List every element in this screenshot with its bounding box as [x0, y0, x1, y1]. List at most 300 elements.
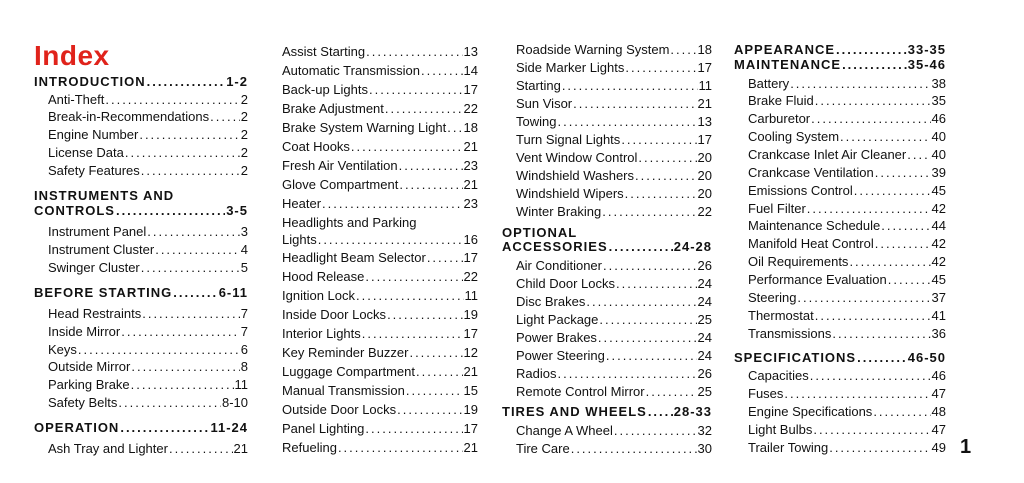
index-entry-page: 46: [931, 111, 946, 126]
index-entry-page: 25: [697, 384, 712, 399]
index-entry-page: 7: [240, 306, 248, 321]
index-entry-label: Change A Wheel: [516, 423, 613, 438]
dot-leader: [625, 186, 697, 201]
dot-leader: [142, 306, 240, 321]
index-entry-page: 2: [240, 127, 248, 142]
index-section-heading: OPTIONAL: [502, 225, 578, 240]
index-entry-label: Safety Features: [48, 163, 140, 178]
index-entry-label: Trailer Towing: [748, 440, 829, 455]
index-entry-page: 13: [463, 44, 478, 59]
index-entry-label: Outside Door Locks: [282, 402, 397, 417]
dot-leader: [210, 109, 240, 124]
dot-leader: [562, 78, 698, 93]
index-entry: [502, 114, 712, 132]
index-entry-label: Glove Compartment: [282, 177, 399, 192]
index-entry: [502, 42, 712, 60]
index-entry-label: Fuel Filter: [748, 201, 806, 216]
index-entry-label: Key Reminder Buzzer: [282, 345, 409, 360]
index-entry-page: 39: [931, 165, 946, 180]
index-entry-page: 13: [697, 114, 712, 129]
index-entry-label: Radios: [516, 366, 557, 381]
index-entry-label: BEFORE STARTING: [34, 285, 173, 300]
index-entry-page: 26: [697, 258, 712, 273]
index-entry: [34, 92, 248, 110]
index-entry-label: Capacities: [748, 368, 809, 383]
index-entry-label: Headlight Beam Selector: [282, 250, 426, 265]
index-entry-label: INTRODUCTION: [34, 74, 146, 89]
index-entry: [282, 402, 478, 420]
index-section-entry: [34, 285, 248, 303]
dot-leader: [648, 404, 673, 419]
index-entry-page: 24-28: [673, 239, 712, 254]
index-entry: [734, 440, 946, 458]
index-entry: [34, 242, 248, 260]
index-entry-label: OPERATION: [34, 420, 120, 435]
index-entry-label: Brake Fluid: [748, 93, 814, 108]
index-entry: [734, 76, 946, 94]
index-entry: [502, 96, 712, 114]
index-entry: [734, 290, 946, 308]
dot-leader: [78, 342, 240, 357]
index-entry-label: Inside Mirror: [48, 324, 121, 339]
index-entry: [502, 294, 712, 312]
index-entry-label: Remote Control Mirror: [516, 384, 645, 399]
index-entry: [34, 127, 248, 145]
dot-leader: [385, 101, 463, 116]
index-entry-label: Fuses: [748, 386, 784, 401]
index-entry: [502, 78, 712, 96]
index-entry-page: 26: [697, 366, 712, 381]
index-entry-label: Fresh Air Ventilation: [282, 158, 398, 173]
index-entry: [734, 308, 946, 326]
index-entry-label: Carburetor: [748, 111, 811, 126]
dot-leader: [635, 168, 697, 183]
index-section-entry: [502, 239, 712, 257]
index-entry-page: 22: [463, 101, 478, 116]
dot-leader: [141, 163, 240, 178]
dot-leader: [842, 57, 907, 72]
index-entry-page: 35-46: [907, 57, 946, 72]
index-entry-page: 17: [697, 60, 712, 75]
index-entry-page: 21: [463, 440, 478, 455]
index-entry: [502, 132, 712, 150]
index-entry-label: Starting: [516, 78, 561, 93]
index-entry-page: 11: [234, 377, 248, 392]
dot-leader: [557, 114, 696, 129]
index-entry-page: 21: [463, 177, 478, 192]
dot-leader: [116, 203, 225, 218]
dot-leader: [447, 120, 462, 135]
index-entry: [734, 93, 946, 111]
index-entry-label: Brake System Warning Light: [282, 120, 447, 135]
dot-leader: [120, 420, 209, 435]
index-entry-label: Safety Belts: [48, 395, 118, 410]
index-entry: [502, 330, 712, 348]
index-entry-label: Hood Release: [282, 269, 365, 284]
index-entry-label: Luggage Compartment: [282, 364, 415, 379]
index-entry-page: 3: [240, 224, 248, 239]
index-entry-page: 24: [697, 276, 712, 291]
dot-leader: [338, 440, 463, 455]
index-entry-label: Towing: [516, 114, 557, 129]
index-entry-page: 21: [463, 139, 478, 154]
dot-leader: [857, 350, 907, 365]
index-entry: [282, 63, 478, 81]
index-entry-page: 40: [931, 147, 946, 162]
index-entry-label: SPECIFICATIONS: [734, 350, 857, 365]
index-entry-page: 41: [931, 308, 946, 323]
index-entry: [34, 441, 248, 459]
index-entry-page: 23: [463, 196, 478, 211]
index-entry: [282, 177, 478, 195]
dot-leader: [849, 254, 930, 269]
dot-leader: [840, 129, 930, 144]
index-entry: [734, 111, 946, 129]
index-entry-label: Battery: [748, 76, 790, 91]
dot-leader: [118, 395, 221, 410]
index-entry: [34, 163, 248, 181]
index-entry-page: 17: [463, 82, 478, 97]
index-entry: [502, 168, 712, 186]
index-entry-label: Coat Hooks: [282, 139, 350, 154]
dot-leader: [881, 218, 930, 233]
index-entry: [502, 312, 712, 330]
index-entry: [282, 139, 478, 157]
index-entry-page: 8-10: [221, 395, 248, 410]
dot-leader: [810, 368, 931, 383]
dot-leader: [141, 260, 240, 275]
index-entry-page: 37: [931, 290, 946, 305]
index-entry-page: 24: [697, 348, 712, 363]
index-entry-label: Tire Care: [516, 441, 570, 456]
index-entry-page: 17: [697, 132, 712, 147]
index-entry: [502, 258, 712, 276]
index-entry-label: Head Restraints: [48, 306, 142, 321]
index-entry: [282, 250, 478, 268]
index-entry-page: 46-50: [907, 350, 946, 365]
index-entry: [734, 218, 946, 236]
index-entry: [734, 183, 946, 201]
index-entry-label: Engine Specifications: [748, 404, 873, 419]
index-entry-page: 46: [931, 368, 946, 383]
index-entry-label: APPEARANCE: [734, 42, 836, 57]
index-entry-label: Winter Braking: [516, 204, 602, 219]
index-entry: [34, 260, 248, 278]
index-entry: [734, 272, 946, 290]
index-entry: [734, 326, 946, 344]
index-entry-label: Inside Door Locks: [282, 307, 387, 322]
index-entry: [734, 254, 946, 272]
index-entry-label: Crankcase Inlet Air Cleaner: [748, 147, 907, 162]
dot-leader: [586, 294, 696, 309]
index-entry-page: 45: [931, 183, 946, 198]
dot-leader: [621, 132, 696, 147]
dot-leader: [829, 440, 930, 455]
index-entry-label: Maintenance Schedule: [748, 218, 881, 233]
index-entry-label: Engine Number: [48, 127, 139, 142]
index-entry-page: 21: [697, 96, 712, 111]
index-entry-page: 20: [697, 186, 712, 201]
index-entry-page: 7: [240, 324, 248, 339]
index-entry-label: Panel Lighting: [282, 421, 365, 436]
dot-leader: [121, 324, 240, 339]
index-entry: [282, 101, 478, 119]
index-entry: [502, 441, 712, 459]
dot-leader: [625, 60, 696, 75]
index-entry-page: 6: [240, 342, 248, 357]
index-entry: [734, 129, 946, 147]
dot-leader: [599, 312, 696, 327]
index-entry-page: 22: [697, 204, 712, 219]
dot-leader: [875, 236, 931, 251]
dot-leader: [147, 74, 226, 89]
index-entry-label: Anti-Theft: [48, 92, 105, 107]
dot-leader: [598, 330, 697, 345]
index-entry-label: Instrument Panel: [48, 224, 147, 239]
dot-leader: [811, 111, 930, 126]
dot-leader: [603, 258, 697, 273]
dot-leader: [169, 441, 233, 456]
index-entry-page: 38: [931, 76, 946, 91]
index-entry: [34, 306, 248, 324]
index-entry-page: 2: [240, 92, 248, 107]
index-section-heading: INSTRUMENTS AND: [34, 188, 175, 203]
index-entry: [34, 377, 248, 395]
dot-leader: [416, 364, 463, 379]
index-entry-page: 23: [463, 158, 478, 173]
dot-leader: [399, 177, 462, 192]
index-entry: [282, 269, 478, 287]
dot-leader: [888, 272, 931, 287]
dot-leader: [790, 76, 930, 91]
index-entry-label: Parking Brake: [48, 377, 130, 392]
dot-leader: [397, 402, 462, 417]
index-entry-page: 20: [697, 168, 712, 183]
index-entry-label: Air Conditioner: [516, 258, 602, 273]
dot-leader: [813, 422, 930, 437]
index-entry-label: Break-in-Recommendations: [48, 109, 210, 124]
dot-leader: [836, 42, 907, 57]
index-section-entry: [502, 404, 712, 422]
index-entry-page: 21: [233, 441, 248, 456]
index-entry-label: Turn Signal Lights: [516, 132, 621, 147]
index-entry-label: Cooling System: [748, 129, 840, 144]
index-entry-page: 2: [240, 145, 248, 160]
dot-leader: [387, 307, 462, 322]
index-entry-page: 17: [463, 250, 478, 265]
index-entry: [282, 158, 478, 176]
index-entry-page: 18: [697, 42, 712, 57]
index-entry: [502, 186, 712, 204]
dot-leader: [609, 239, 673, 254]
index-entry-label: Ignition Lock: [282, 288, 355, 303]
dot-leader: [571, 441, 697, 456]
dot-leader: [784, 386, 930, 401]
dot-leader: [369, 82, 463, 97]
dot-leader: [147, 224, 239, 239]
index-entry-label: License Data: [48, 145, 124, 160]
index-entry-label: Windshield Wipers: [516, 186, 624, 201]
index-entry-label: Side Marker Lights: [516, 60, 625, 75]
index-entry: [502, 150, 712, 168]
dot-leader: [125, 145, 240, 160]
index-entry: [282, 345, 478, 363]
index-entry: [502, 204, 712, 222]
index-entry-page: 36: [931, 326, 946, 341]
dot-leader: [875, 165, 931, 180]
index-entry-label: Refueling: [282, 440, 337, 455]
index-entry: [34, 395, 248, 413]
index-entry: [282, 288, 478, 306]
index-entry: [282, 383, 478, 401]
index-section-entry: [734, 350, 946, 368]
dot-leader: [427, 250, 463, 265]
index-entry-label: Transmissions: [748, 326, 832, 341]
page-number: 1: [960, 436, 972, 458]
index-entry-page: 11-24: [210, 420, 248, 435]
index-section-entry: [734, 57, 946, 75]
index-entry: [34, 224, 248, 242]
dot-leader: [646, 384, 697, 399]
index-entry: [502, 384, 712, 402]
index-entry-label: Swinger Cluster: [48, 260, 140, 275]
index-entry-page: 49: [931, 440, 946, 455]
index-section-entry: [34, 420, 248, 438]
index-entry-page: 28-33: [673, 404, 712, 419]
index-entry-page: 33-35: [907, 42, 946, 57]
index-entry-label: Thermostat: [748, 308, 814, 323]
dot-leader: [602, 204, 696, 219]
dot-leader: [638, 150, 696, 165]
index-entry: [502, 348, 712, 366]
index-entry-page: 16: [463, 232, 478, 247]
index-entry-label: Windshield Washers: [516, 168, 635, 183]
index-entry: [282, 364, 478, 382]
index-entry-page: 42: [931, 254, 946, 269]
index-entry: [34, 324, 248, 342]
index-entry-label: Brake Adjustment: [282, 101, 384, 116]
index-entry-page: 6-11: [218, 285, 248, 300]
dot-leader: [105, 92, 239, 107]
index-entry-page: 17: [463, 326, 478, 341]
dot-leader: [318, 232, 463, 247]
dot-leader: [797, 290, 930, 305]
dot-leader: [362, 326, 463, 341]
index-entry-page: 44: [931, 218, 946, 233]
index-entry-label: TIRES AND WHEELS: [502, 404, 647, 419]
index-entry-label: Manifold Heat Control: [748, 236, 874, 251]
index-entry-page: 4: [240, 242, 248, 257]
index-section-entry: [34, 203, 248, 221]
index-entry: [282, 232, 478, 250]
index-entry-label: Sun Visor: [516, 96, 573, 111]
dot-leader: [131, 377, 234, 392]
index-entry-page: 18: [463, 120, 478, 135]
index-entry-page: 3-5: [226, 203, 248, 218]
index-entry-page: 25: [697, 312, 712, 327]
index-entry-label: Steering: [748, 290, 797, 305]
index-entry-page: 24: [697, 330, 712, 345]
index-entry-label: Ash Tray and Lighter: [48, 441, 168, 456]
index-entry: [734, 236, 946, 254]
dot-leader: [606, 348, 697, 363]
dot-leader: [366, 44, 462, 59]
index-entry: [734, 422, 946, 440]
dot-leader: [815, 308, 931, 323]
dot-leader: [409, 345, 462, 360]
index-entry: [734, 165, 946, 183]
index-entry-page: 5: [240, 260, 248, 275]
index-entry: [282, 326, 478, 344]
index-entry: [502, 60, 712, 78]
dot-leader: [907, 147, 930, 162]
index-entry-page: 32: [697, 423, 712, 438]
index-entry-label: Crankcase Ventilation: [748, 165, 874, 180]
dot-leader: [131, 359, 239, 374]
index-entry-label: Disc Brakes: [516, 294, 586, 309]
dot-leader: [365, 269, 462, 284]
index-entry-label: Manual Transmission: [282, 383, 405, 398]
index-entry-page: 42: [931, 201, 946, 216]
dot-leader: [351, 139, 463, 154]
index-entry-label: ACCESSORIES: [502, 239, 608, 254]
index-entry-page: 40: [931, 129, 946, 144]
dot-leader: [406, 383, 463, 398]
dot-leader: [815, 93, 931, 108]
index-entry: [282, 44, 478, 62]
index-entry-page: 11: [698, 78, 712, 93]
index-entry-label: Oil Requirements: [748, 254, 849, 269]
dot-leader: [616, 276, 697, 291]
index-entry-page: 45: [931, 272, 946, 287]
index-entry-page: 19: [463, 307, 478, 322]
index-entry-page: 17: [463, 421, 478, 436]
index-entry-page: 1-2: [226, 74, 248, 89]
index-entry-label: Roadside Warning System: [516, 42, 670, 57]
index-entry: [282, 421, 478, 439]
index-entry: [34, 109, 248, 127]
index-entry-page: 35: [931, 93, 946, 108]
index-entry: [502, 423, 712, 441]
dot-leader: [573, 96, 696, 111]
index-entry-label: Power Steering: [516, 348, 605, 363]
dot-leader: [399, 158, 463, 173]
index-entry-page: 8: [240, 359, 248, 374]
index-entry: [282, 120, 478, 138]
index-entry: [734, 147, 946, 165]
index-entry-label: CONTROLS: [34, 203, 115, 218]
index-entry-label: Child Door Locks: [516, 276, 615, 291]
index-entry-page: 14: [463, 63, 478, 78]
index-entry: [34, 145, 248, 163]
index-entry: [734, 386, 946, 404]
index-entry: [282, 82, 478, 100]
index-entry: [34, 342, 248, 360]
index-entry: [734, 404, 946, 422]
dot-leader: [173, 285, 217, 300]
dot-leader: [614, 423, 697, 438]
index-entry-label: Lights: [282, 232, 317, 247]
index-entry-label: Performance Evaluation: [748, 272, 887, 287]
index-entry-label: Emissions Control: [748, 183, 853, 198]
index-entry-page: 24: [697, 294, 712, 309]
dot-leader: [670, 42, 696, 57]
index-entry: [502, 276, 712, 294]
index-entry-label: Power Brakes: [516, 330, 597, 345]
index-entry-page: 19: [463, 402, 478, 417]
dot-leader: [322, 196, 463, 211]
index-entry-page: 2: [240, 163, 248, 178]
